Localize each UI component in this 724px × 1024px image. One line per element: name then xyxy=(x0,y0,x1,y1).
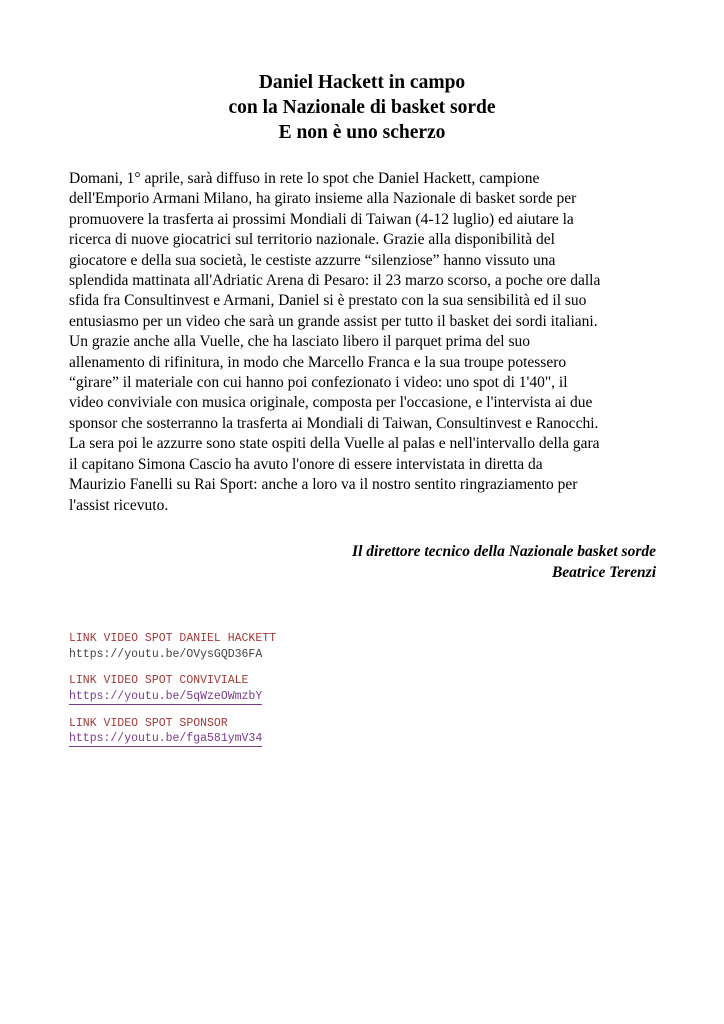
body-line: sponsor che sosterranno la trasferta ai Mondiali di Taiwan, Consultinvest e Ranocchi. xyxy=(69,414,599,432)
document-title xyxy=(69,70,655,145)
video-link-conviviale[interactable]: https://youtu.be/5qWzeOWmzbY xyxy=(69,689,263,703)
body-line: dell'Emporio Armani Milano, ha girato insieme alla Nazionale di basket sorde per xyxy=(69,190,577,208)
body-line: splendida mattinata all'Adriatic Arena di Pesaro: il 23 marzo scorso, a poche ore dalla xyxy=(69,272,601,290)
link-group-conviviale xyxy=(69,673,469,705)
body-line: ricerca di nuove giocatrici sul territorio nazionale. Grazie alla disponibilità del xyxy=(69,231,555,249)
body-paragraph xyxy=(69,169,659,516)
body-line: La sera poi le azzurre sono state ospiti della Vuelle al palas e nell'intervallo della gara xyxy=(69,435,600,453)
body-line: l'assist ricevuto. xyxy=(69,496,169,514)
body-line: “girare” il materiale con cui hanno poi confezionato i video: uno spot di 1'40", il xyxy=(69,374,568,392)
body-line: promuovere la trasferta ai prossimi Mondiali di Taiwan (4-12 luglio) ed aiutare la xyxy=(69,210,574,228)
body-line: allenamento di rifinitura, in modo che Marcello Franca e la sua troupe potessero xyxy=(69,353,567,371)
signature-role: Il direttore tecnico della Nazionale basket sorde xyxy=(352,543,656,560)
body-line: sfida fra Consultinvest e Armani, Daniel si è prestato con la sua sensibilità ed il suo xyxy=(69,292,587,310)
body-line: Un grazie anche alla Vuelle, che ha lasciato libero il parquet prima del suo xyxy=(69,333,531,351)
video-links-section xyxy=(69,631,469,758)
signature-block xyxy=(206,541,656,583)
video-link-hackett[interactable]: https://youtu.be/OVysGQD36FA xyxy=(69,647,263,661)
body-line: video conviviale con musica originale, composta per l'occasione, e l'intervista ai due xyxy=(69,394,593,412)
body-line: entusiasmo per un video che sarà un grande assist per tutto il basket dei sordi italiani. xyxy=(69,312,598,330)
link-group-hackett xyxy=(69,631,469,662)
body-line: giocatore e della sua società, le cestiste azzurre “silenziose” hanno vissuto una xyxy=(69,251,556,269)
video-link-sponsor[interactable]: https://youtu.be/fga581ymV34 xyxy=(69,732,263,745)
link-label: LINK VIDEO SPOT SPONSOR xyxy=(69,716,228,730)
link-label: LINK VIDEO SPOT CONVIVIALE xyxy=(69,674,249,687)
signature-name: Beatrice Terenzi xyxy=(551,564,656,581)
link-group-sponsor xyxy=(69,716,469,748)
body-line: il capitano Simona Cascio ha avuto l'onore di essere intervistata in diretta da xyxy=(69,455,543,473)
title-line-1: Daniel Hackett in campo xyxy=(258,72,466,93)
title-line-3: E non è uno scherzo xyxy=(278,122,446,143)
body-line: Maurizio Fanelli su Rai Sport: anche a loro va il nostro sentito ringraziamento per xyxy=(69,476,578,494)
body-line: Domani, 1° aprile, sarà diffuso in rete lo spot che Daniel Hackett, campione xyxy=(69,170,540,187)
link-label: LINK VIDEO SPOT DANIEL HACKETT xyxy=(69,632,277,645)
title-line-2: con la Nazionale di basket sorde xyxy=(228,97,496,118)
